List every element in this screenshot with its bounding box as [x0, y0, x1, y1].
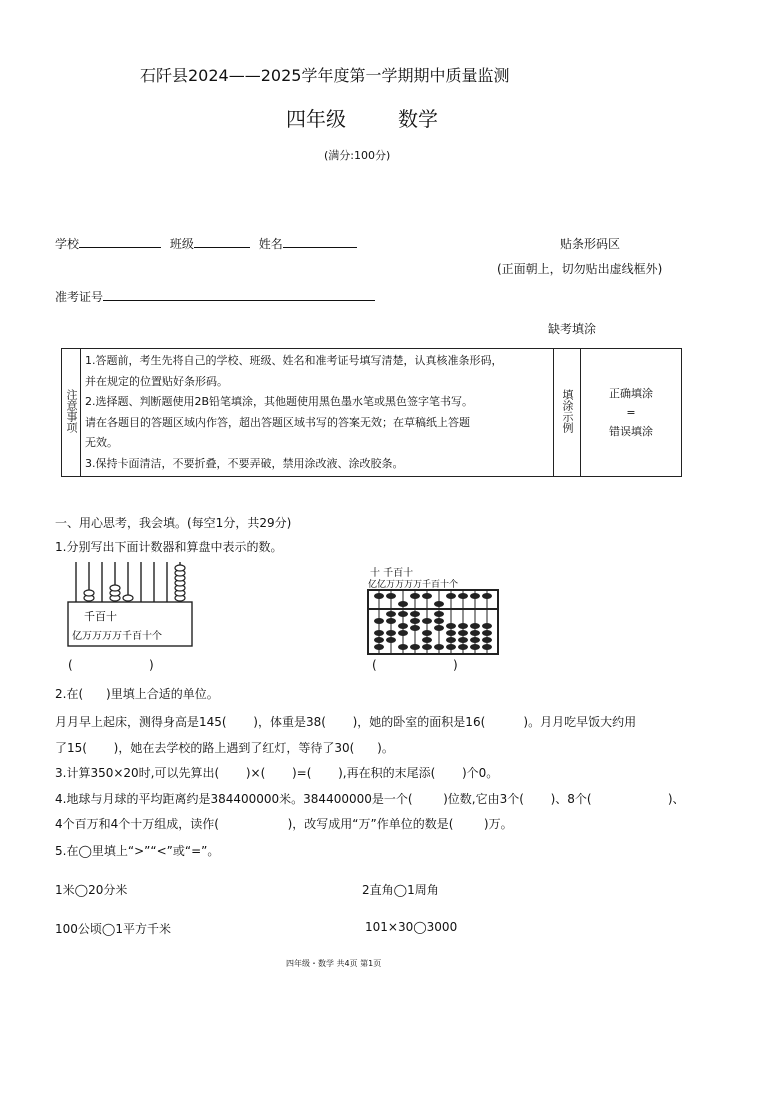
barcode-note: (正面朝上，切勿贴出虚线框外): [497, 262, 663, 276]
counter-top-labels: 千百十: [84, 610, 117, 623]
section1-heading: 一、用心思考，我会填。(每空1分，共29分): [55, 516, 292, 530]
wrong-fill-label: 错误填涂: [609, 425, 653, 438]
notes-content: [81, 349, 554, 477]
notes-item: 3.保持卡面清洁，不要折叠，不要弄破，禁用涂改液、涂改胶条。: [85, 456, 404, 470]
class-label: 班级: [169, 237, 194, 251]
student-info-row: [55, 235, 357, 252]
exam-number-field[interactable]: [103, 289, 375, 301]
notes-item: 并在规定的位置贴好条形码。: [85, 374, 228, 388]
notes-heading: 注意事项: [65, 389, 78, 433]
correct-fill-label: 正确填涂: [609, 387, 653, 400]
abacus-top-labels: 十 千百十: [370, 568, 414, 579]
exam-number-label: 准考证号: [55, 290, 104, 304]
question-4-line-2: 4个百万和4个十万组成，读作( )，改写成用“万”作单位的数是( )万。: [55, 817, 513, 831]
name-label: 姓名: [258, 237, 283, 251]
class-field[interactable]: [194, 236, 250, 248]
grade-label: 四年级: [286, 107, 346, 131]
abacus-figure: [366, 566, 500, 656]
notes-item: 2.选择题、判断题使用2B铅笔填涂，其他题使用黑色墨水笔或黑色签字笔书写。: [85, 395, 474, 408]
school-label: 学校: [55, 237, 80, 251]
question-5: 5.在◯里填上“>”“<”或“=”。: [55, 844, 220, 858]
notes-item: 请在各题目的答题区域内作答，超出答题区域书写的答案无效；在草稿纸上答题: [85, 415, 470, 429]
question-4-line-1: 4.地球与月球的平均距离约是384400000米。384400000是一个( )位数,它由3个( )、8个( )、: [55, 792, 685, 806]
abacus-bottom-labels: 亿亿万万万万千百十个: [368, 580, 459, 590]
abacus-answer-blank[interactable]: ( ): [372, 658, 458, 672]
notes-table: [61, 348, 682, 477]
q5-item-3: 100公顷◯1平方千米: [55, 922, 171, 936]
counter-answer-blank[interactable]: ( ): [68, 658, 154, 672]
score-note: (满分:100分): [324, 149, 391, 162]
question-3: 3.计算350×20时,可以先算出( )×( )=( ),再在积的末尾添( )个0。: [55, 766, 499, 780]
counter-bottom-labels: 亿万万万万千百十个: [72, 631, 162, 642]
absent-fill-label: 缺考填涂: [548, 322, 597, 336]
notes-item: 1.答题前，考生先将自己的学校、班级、姓名和准考证号填写清楚，认真核准条形码，: [85, 354, 503, 367]
subject-label: 数学: [398, 107, 438, 131]
school-field[interactable]: [79, 236, 161, 248]
page-footer: 四年级・数学 共4页 第1页: [286, 959, 382, 968]
question-2: 2.在( )里填上合适的单位。: [55, 687, 219, 701]
q5-item-2: 2直角◯1周角: [362, 883, 439, 897]
exam-title: 石阡县2024——2025学年度第一学期期中质量监测: [140, 66, 510, 85]
equals-sign: =: [626, 406, 636, 419]
question-2-line-1: 月月早上起床，测得身高是145( )，体重是38( )，她的卧室的面积是16( )。月月吃早饭大约用: [55, 715, 637, 729]
fill-example-label: 填涂示例: [561, 389, 574, 433]
question-2-line-2: 了15( )，她在去学校的路上遇到了红灯，等待了30( )。: [55, 741, 394, 755]
exam-number-row: [55, 288, 375, 305]
notes-item: 无效。: [85, 436, 118, 449]
q5-item-1: 1米◯20分米: [55, 883, 128, 897]
fill-example-content: [581, 349, 682, 477]
notes-heading-cell: [62, 349, 81, 477]
q5-item-4: 101×30◯3000: [365, 920, 458, 934]
fill-example-cell: [554, 349, 581, 477]
name-field[interactable]: [283, 236, 357, 248]
question-1: 1.分别写出下面计数器和算盘中表示的数。: [55, 540, 283, 554]
barcode-area: 贴条形码区: [560, 237, 621, 251]
